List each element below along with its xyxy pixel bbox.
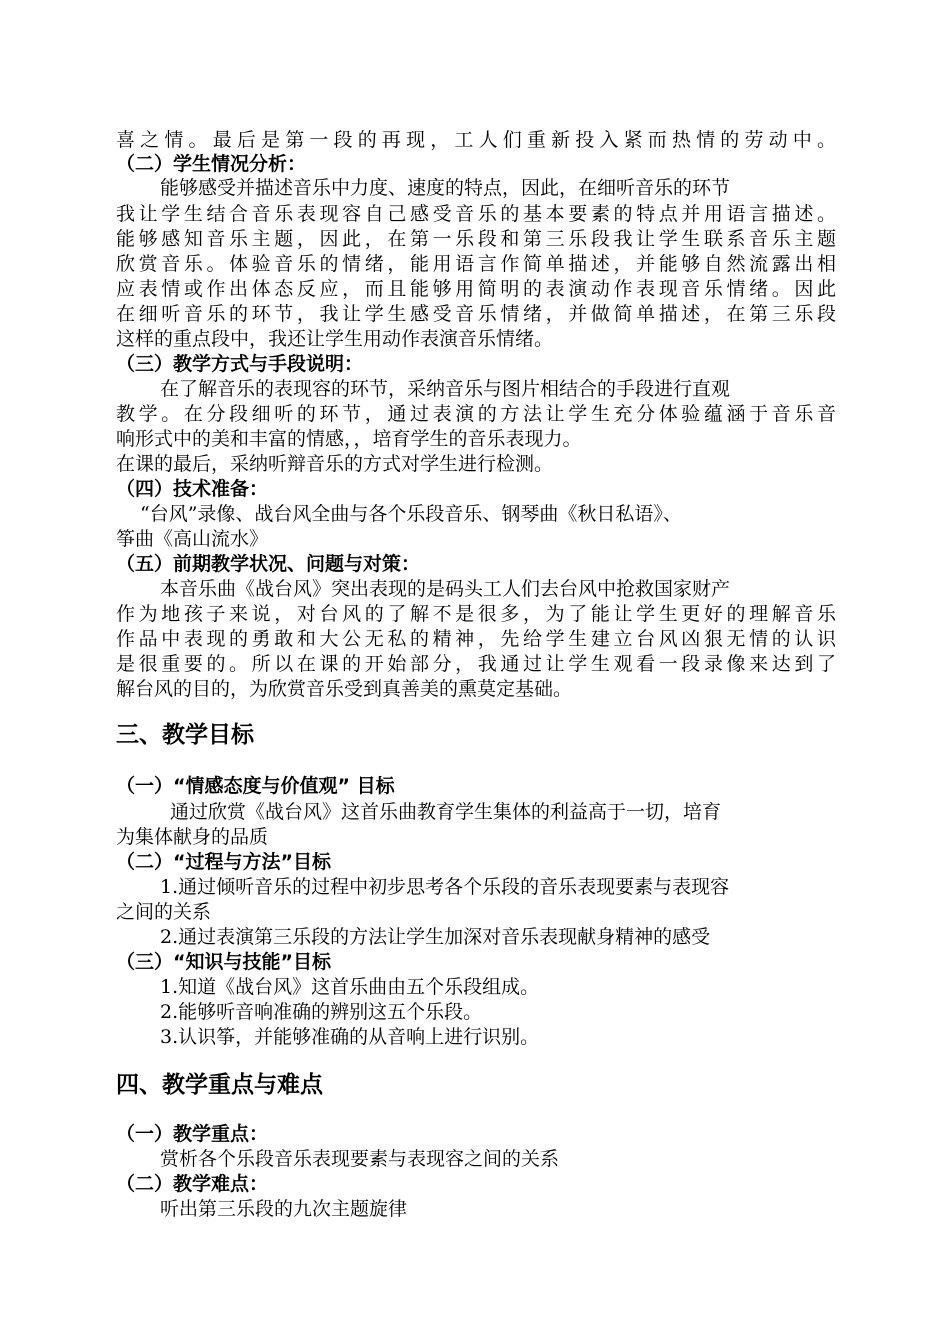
paragraph-line: 通过欣赏《战台风》这首乐曲教育学生集体的利益高于一切，培育: [170, 801, 722, 823]
subsection-heading: （二）“过程与方法”目标: [116, 851, 331, 873]
paragraph-line: “台风”录像、战台风全曲与各个乐段音乐、钢琴曲《秋日私语》、: [140, 503, 682, 525]
paragraph-line: 在课的最后，采纳听辩音乐的方式对学生进行检测。: [116, 453, 554, 475]
paragraph-line: 能够感受并描述音乐中力度、速度的特点，因此，在细听音乐的环节: [160, 177, 731, 199]
paragraph-line: 1.知道《战台风》这首乐曲由五个乐段组成。: [160, 976, 540, 998]
paragraph-line: 我让学生结合音乐表现容自己感受音乐的基本要素的特点并用语言描述。: [116, 203, 836, 225]
paragraph-line: 能够感知音乐主题，因此，在第一乐段和第三乐段我让学生联系音乐主题: [116, 228, 836, 250]
paragraph-line: 赏析各个乐段音乐表现要素与表现容之间的关系: [160, 1148, 560, 1170]
subsection-heading: （二）学生情况分析：: [116, 153, 307, 175]
paragraph-line: 这样的重点段中，我还让学生用动作表演音乐情绪。: [116, 328, 554, 350]
paragraph-line: 欣赏音乐。体验音乐的情绪，能用语言作简单描述，并能够自然流露出相: [116, 253, 836, 275]
paragraph-line: 本音乐曲《战台风》突出表现的是码头工人们去台风中抢救国家财产: [160, 578, 731, 600]
paragraph-line: 喜之情。最后是第一段的再现，工人们重新投入紧而热情的劳动中。: [116, 129, 836, 151]
subsection-heading: （三）“知识与技能”目标: [116, 951, 331, 973]
paragraph-line: 解台风的目的，为欣赏音乐受到真善美的熏莫定基础。: [116, 678, 573, 700]
paragraph-line: 教学。在分段细听的环节，通过表演的方法让学生充分体验蕴涵于音乐音: [116, 403, 836, 425]
paragraph-line: 筝曲《高山流水》: [116, 528, 269, 550]
paragraph-line: 作品中表现的勇敢和大公无私的精神，先给学生建立台风凶狠无情的认识: [116, 628, 836, 650]
subsection-heading: （一）“情感态度与价值观” 目标: [116, 775, 395, 797]
subsection-heading: （一）教学重点：: [116, 1123, 269, 1145]
subsection-heading: （三）教学方式与手段说明：: [116, 353, 364, 375]
paragraph-line: 1.通过倾听音乐的过程中初步思考各个乐段的音乐表现要素与表现容: [160, 876, 730, 898]
subsection-heading: （四）技术准备：: [116, 478, 269, 500]
paragraph-line: 应表情或作出体态反应，而且能够用简明的表演动作表现音乐情绪。因此: [116, 278, 836, 300]
paragraph-line: 之间的关系: [116, 901, 212, 923]
paragraph-line: 作为地孩子来说，对台风的了解不是很多，为了能让学生更好的理解音乐: [116, 603, 836, 625]
paragraph-line: 听出第三乐段的九次主题旋律: [160, 1198, 408, 1220]
section-heading: 三、教学目标: [116, 722, 254, 748]
subsection-heading: （五）前期教学状况、问题与对策：: [116, 553, 421, 575]
paragraph-line: 为集体献身的品质: [116, 826, 269, 848]
section-heading: 四、教学重点与难点: [116, 1072, 323, 1098]
paragraph-line: 在细听音乐的环节，我让学生感受音乐情绪，并做简单描述，在第三乐段: [116, 303, 836, 325]
paragraph-line: 3.认识筝，并能够准确的从音响上进行识别。: [160, 1026, 540, 1048]
paragraph-line: 2.通过表演第三乐段的方法让学生加深对音乐表现献身精神的感受: [160, 926, 711, 948]
subsection-heading: （二）教学难点：: [116, 1173, 269, 1195]
paragraph-line: 响形式中的美和丰富的情感，，培育学生的音乐表现力。: [116, 428, 582, 450]
paragraph-line: 是很重要的。所以在课的开始部分，我通过让学生观看一段录像来达到了: [116, 653, 836, 675]
paragraph-line: 在了解音乐的表现容的环节，采纳音乐与图片相结合的手段进行直观: [160, 378, 731, 400]
paragraph-line: 2.能够听音响准确的辨别这五个乐段。: [160, 1001, 483, 1023]
